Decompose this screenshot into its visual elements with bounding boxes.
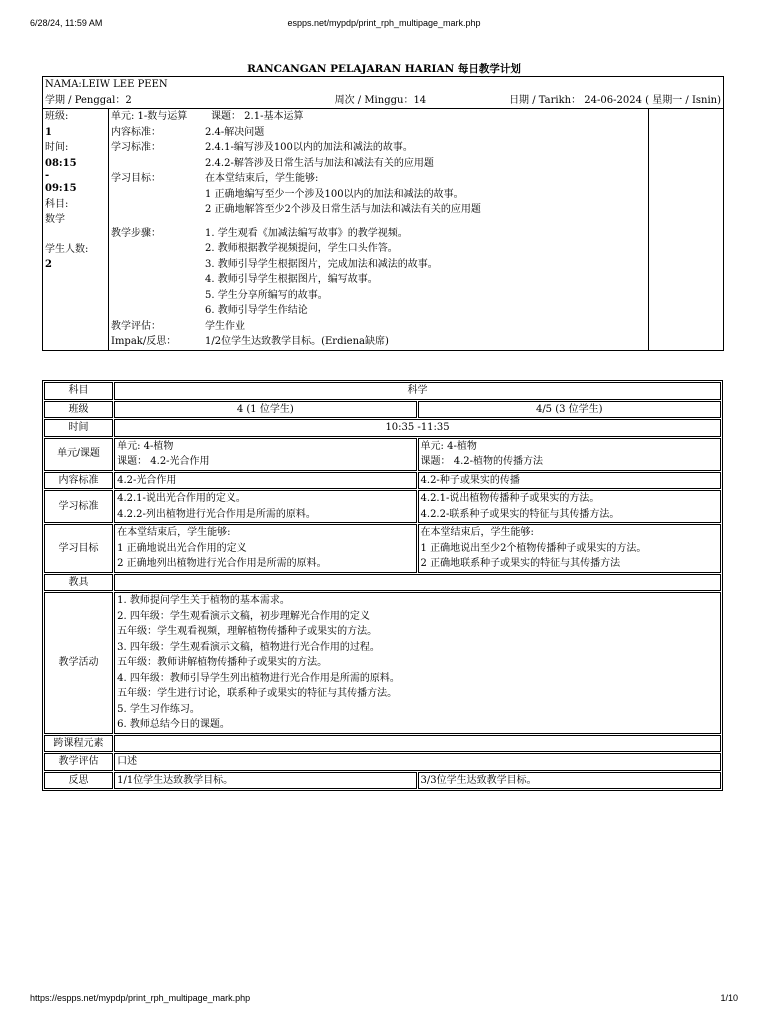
obj-b-line: 2 正确地联系种子或果实的特征与其传播方法	[420, 558, 621, 569]
lesson1-side-info	[43, 109, 109, 351]
cross-label-cell: 跨课程元素	[44, 735, 113, 753]
step-line: 1. 学生观看《加减法编写故事》的教学视频。	[205, 227, 408, 239]
step-line: 4. 教师引导学生根据图片，编写故事。	[205, 274, 378, 285]
unit-label-cell: 单元/课题	[44, 438, 113, 471]
obj-a-cell	[114, 524, 416, 573]
obj-label-cell: 学习目标	[44, 524, 113, 573]
obj-a-line: 2 正确地列出植物进行光合作用是所需的原料。	[117, 558, 327, 569]
objective-line: 在本堂结束后，学生能够:	[205, 173, 319, 184]
eval-label-cell: 教学评估	[44, 753, 113, 771]
std-a-line: 4.2.2-列出植物进行光合作用是所需的原料。	[117, 508, 316, 520]
class-a-cell: 4 (1 位学生)	[114, 401, 416, 419]
subject-label: 科目:	[45, 198, 69, 210]
students-value: 2	[45, 259, 52, 270]
assessment-label: 教学评估：	[111, 320, 161, 332]
class-label-cell: 班级	[44, 401, 113, 419]
obj-a-line: 在本堂结束后，学生能够:	[117, 527, 231, 538]
obj-b-cell	[418, 524, 721, 573]
activity-line: 5. 学生习作练习。	[117, 703, 200, 715]
objective-line: 2 正确地解答至少2个涉及日常生活与加法和减法有关的应用题	[205, 204, 481, 215]
std-b-line: 4.2.2-联系种子或果实的特征与其传播方法。	[420, 508, 620, 520]
print-datetime: 6/28/24, 11:59 AM	[30, 18, 103, 28]
lesson1-notes-cell	[649, 109, 724, 351]
subject-value: 数学	[45, 214, 65, 225]
topic: 课题： 2.1-基本运算	[211, 111, 304, 122]
reflect-label-cell: 反思	[44, 772, 113, 790]
assessment-value: 学生作业	[205, 320, 245, 332]
content-std-label: 内容标准：	[111, 126, 161, 138]
unit-b-cell	[418, 438, 721, 471]
step-line: 3. 教师引导学生根据图片，完成加法和减法的故事。	[205, 258, 438, 270]
subject-value-cell: 科学	[114, 382, 721, 400]
lesson1-content	[109, 109, 649, 351]
learning-std-label: 学习标准：	[111, 142, 161, 153]
content-a-cell: 4.2-光合作用	[114, 472, 416, 490]
impact-label: Impak/反思：	[111, 336, 177, 347]
learning-std-line: 2.4.1-编写涉及100以内的加法和减法的故事。	[205, 142, 413, 153]
lesson-plan-math-table	[42, 76, 724, 351]
week: 周次 / Minggu：14	[334, 94, 427, 106]
step-line: 2. 教师根据教学视频提问，学生口头作答。	[205, 243, 398, 254]
activity-line: 3. 四年级：学生观看演示文稿，植物进行光合作用的过程。	[117, 641, 380, 653]
unit-b-line: 单元: 4-植物	[420, 440, 477, 452]
activity-line: 五年级：教师讲解植物传播种子或果实的方法。	[117, 657, 328, 668]
print-url-title: espps.net/mypdp/print_rph_multipage_mark.php	[287, 18, 481, 28]
time-dash: -	[45, 170, 50, 181]
document-title: RANCANGAN PELAJARAN HARIAN 每日教学计划	[247, 63, 521, 75]
term: 学期 / Penggal：2	[45, 94, 132, 106]
lesson-plan-science-table	[42, 380, 723, 791]
content-label-cell: 内容标准	[44, 472, 113, 490]
cross-value-cell	[114, 735, 721, 753]
time-end: 09:15	[45, 183, 77, 194]
reflect-b-cell: 3/3位学生达致教学目标。	[418, 772, 721, 790]
std-b-cell	[418, 490, 721, 523]
unit-a-cell	[114, 438, 416, 471]
obj-a-line: 1 正确地说出光合作用的定义	[117, 542, 247, 554]
activity-line: 2. 四年级：学生观看演示文稿，初步理解光合作用的定义	[117, 610, 370, 622]
std-b-line: 4.2.1-说出植物传播种子或果实的方法。	[420, 493, 600, 504]
unit-b-line: 课题： 4.2-植物的传播方法	[420, 456, 543, 467]
eval-value-cell: 口述	[114, 753, 721, 771]
activity-line: 1. 教师提问学生关于植物的基本需求。	[117, 595, 290, 606]
tools-value-cell	[114, 574, 721, 592]
students-label: 学生人数:	[45, 243, 89, 255]
time-label-cell: 时间	[44, 419, 113, 437]
tools-label-cell: 教具	[44, 574, 113, 592]
date: 日期 / Tarikh： 24-06-2024 ( 星期一 / Isnin)	[509, 94, 722, 106]
content-b-cell: 4.2-种子或果实的传播	[418, 472, 721, 490]
content-std-line: 2.4-解决问题	[205, 126, 265, 138]
activity-line: 五年级：学生观看视频，理解植物传播种子或果实的方法。	[117, 626, 378, 637]
class-value: 1	[45, 126, 52, 138]
step-line: 6. 教师引导学生作结论	[205, 305, 308, 316]
unit: 单元: 1-数与运算	[111, 111, 188, 122]
obj-b-line: 在本堂结束后，学生能够:	[420, 527, 534, 538]
std-a-cell	[114, 490, 416, 523]
activity-line: 6. 教师总结今日的课题。	[117, 719, 230, 730]
activity-line: 五年级：学生进行讨论，联系种子或果实的特征与其传播方法。	[117, 688, 398, 699]
print-footer-url: https://espps.net/mypdp/print_rph_multipage_mark.php	[30, 993, 251, 1003]
learning-std-line: 2.4.2-解答涉及日常生活与加法和减法有关的应用题	[205, 157, 434, 169]
time-label: 时间:	[45, 142, 69, 153]
std-a-line: 4.2.1-说出光合作用的定义。	[117, 493, 246, 504]
impact-value: 1/2位学生达致教学目标。(Erdiena缺席)	[205, 336, 389, 347]
unit-a-line: 课题： 4.2-光合作用	[117, 456, 210, 467]
print-page-count: 1/10	[720, 993, 738, 1003]
activities-cell	[114, 592, 721, 734]
steps-label: 教学步骤：	[111, 227, 161, 239]
teacher-info-cell	[43, 77, 724, 109]
obj-b-line: 1 正确地说出至少2个植物传播种子或果实的方法。	[420, 542, 647, 554]
std-label-cell: 学习标准	[44, 490, 113, 523]
teacher-name: NAMA:LEIW LEE PEEN	[45, 79, 168, 90]
activity-line: 4. 四年级：教师引导学生列出植物进行光合作用是所需的原料。	[117, 672, 400, 684]
class-b-cell: 4/5 (3 位学生)	[418, 401, 721, 419]
time-value-cell: 10:35 -11:35	[114, 419, 721, 437]
objective-label: 学习目标：	[111, 173, 161, 184]
step-line: 5. 学生分享所编写的故事。	[205, 289, 328, 301]
time-start: 08:15	[45, 157, 77, 169]
class-label: 班级:	[45, 111, 69, 122]
objective-line: 1 正确地编写至少一个涉及100以内的加法和减法的故事。	[205, 188, 464, 200]
unit-a-line: 单元: 4-植物	[117, 440, 174, 452]
reflect-a-cell: 1/1位学生达致教学目标。	[114, 772, 416, 790]
subject-label-cell: 科目	[44, 382, 113, 400]
activities-label-cell: 教学活动	[44, 592, 113, 734]
